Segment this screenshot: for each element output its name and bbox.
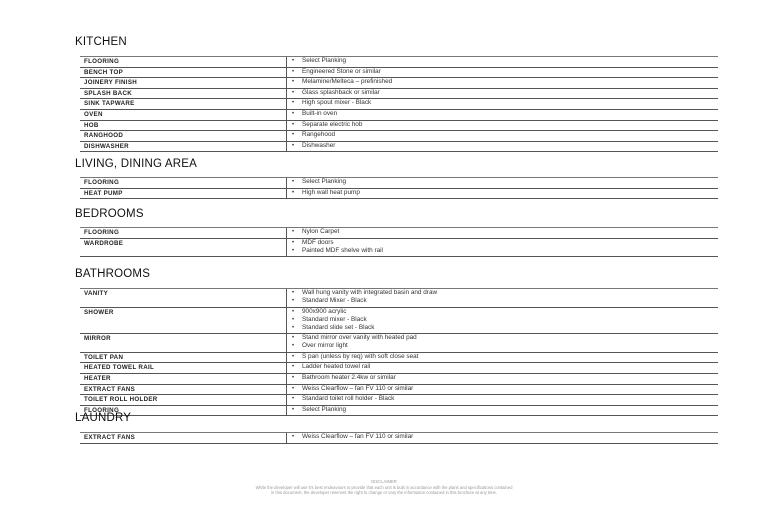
spec-value: • Over mirror light <box>292 342 417 350</box>
spec-values <box>292 110 337 118</box>
spec-label: JOINERY FINISH <box>84 79 138 87</box>
spec-row <box>80 406 718 417</box>
column-divider <box>286 99 287 109</box>
spec-row <box>80 363 718 374</box>
section-title: KITCHEN <box>75 36 127 48</box>
column-divider <box>286 363 287 373</box>
spec-label: FLOORING <box>84 58 120 65</box>
section-title: BATHROOMS <box>75 268 151 280</box>
column-divider <box>286 57 287 67</box>
spec-value: • Wall hung vanity with integrated basin and draw <box>292 289 437 297</box>
spec-values <box>292 78 392 86</box>
column-divider <box>286 353 287 363</box>
spec-row <box>80 142 718 153</box>
spec-label: FLOORING <box>84 229 120 236</box>
spec-value: • High spout mixer - Black <box>292 99 371 107</box>
column-divider <box>286 131 287 141</box>
section-title: LIVING, DINING AREA <box>75 158 198 170</box>
spec-label: TOILET ROLL HOLDER <box>84 396 158 404</box>
spec-row <box>80 385 718 396</box>
spec-row <box>80 110 718 121</box>
spec-label: EXTRACT FANS <box>84 434 136 441</box>
section-title: BEDROOMS <box>75 208 144 220</box>
spec-label: HOB <box>84 121 99 129</box>
spec-values <box>292 68 381 76</box>
spec-table <box>80 227 718 257</box>
spec-value: • Select Planking <box>292 178 346 186</box>
spec-value: • Standard Mixer - Black <box>292 297 437 305</box>
spec-table <box>80 56 718 152</box>
column-divider <box>286 289 287 307</box>
spec-value: • Bathroom heater 2.4kw or similar <box>292 374 396 382</box>
spec-value: • Select Planking <box>292 57 346 65</box>
spec-values <box>292 385 413 393</box>
spec-label: WARDROBE <box>84 239 124 247</box>
spec-label: FLOORING <box>84 406 120 414</box>
spec-label: VANITY <box>84 290 109 297</box>
spec-label: FLOORING <box>84 179 120 186</box>
spec-value: • Weiss Clearflow – fan FV 110 or similar <box>292 385 413 393</box>
spec-values <box>292 131 335 139</box>
spec-values <box>292 334 417 350</box>
spec-label: MIRROR <box>84 335 111 343</box>
spec-values <box>292 57 346 65</box>
disclaimer-line: While the developer will use it's best endeavours to provide that each unit is built in accordance with the plans and specifications contained <box>255 484 513 490</box>
section-title: LAUNDRY <box>75 412 132 424</box>
spec-table <box>80 432 718 444</box>
disclaimer-line: in this document, the developer reserves the right to change or vary the information contained in this brochure at any time. <box>270 490 498 495</box>
column-divider <box>286 110 287 120</box>
spec-label: OVEN <box>84 110 103 118</box>
spec-row <box>80 432 718 444</box>
spec-label: BENCH TOP <box>84 68 124 76</box>
spec-row <box>80 308 718 335</box>
spec-value: • Melamine/Melteca – prefinished <box>292 78 392 86</box>
column-divider <box>286 334 287 352</box>
spec-row <box>80 177 718 189</box>
spec-label: SPLASH BACK <box>84 89 132 97</box>
spec-value: • Nylon Carpet <box>292 228 339 236</box>
spec-values <box>292 178 346 186</box>
column-divider <box>286 308 287 334</box>
spec-values <box>292 239 383 255</box>
spec-values <box>292 121 362 129</box>
spec-values <box>292 406 346 414</box>
spec-values <box>292 228 339 236</box>
column-divider <box>286 89 287 99</box>
column-divider <box>286 433 287 443</box>
column-divider <box>286 385 287 395</box>
spec-row <box>80 89 718 100</box>
spec-label: SINK TAPWARE <box>84 100 135 108</box>
spec-value: • Stand mirror over vanity with heated pad <box>292 334 417 342</box>
spec-values <box>292 374 396 382</box>
disclaimer <box>0 479 768 496</box>
spec-label: HEATED TOWEL RAIL <box>84 364 155 372</box>
spec-row <box>80 189 718 200</box>
spec-row <box>80 78 718 89</box>
column-divider <box>286 395 287 405</box>
spec-value: • Standard toilet roll holder - Black <box>292 395 394 403</box>
spec-row <box>80 353 718 364</box>
spec-label: EXTRACT FANS <box>84 385 136 393</box>
spec-value: • S pan (unless by req) with soft close seat <box>292 353 419 361</box>
spec-row <box>80 99 718 110</box>
disclaimer-heading: DISCLAIMER <box>371 479 397 484</box>
column-divider <box>286 121 287 131</box>
spec-value: • Separate electric hob <box>292 121 362 129</box>
spec-row <box>80 288 718 308</box>
column-divider <box>286 406 287 416</box>
spec-table <box>80 288 718 416</box>
spec-row <box>80 68 718 79</box>
spec-value: • Dishwasher <box>292 142 335 150</box>
column-divider <box>286 78 287 88</box>
spec-row <box>80 227 718 239</box>
spec-values <box>292 289 437 305</box>
spec-row <box>80 56 718 68</box>
spec-value: • Select Planking <box>292 406 346 414</box>
spec-label: HEAT PUMP <box>84 189 123 197</box>
column-divider <box>286 228 287 238</box>
column-divider <box>286 189 287 199</box>
spec-value: • Ladder heated towel rail <box>292 363 370 371</box>
spec-values <box>292 142 335 150</box>
spec-value: • Standard mixer - Black <box>292 316 374 324</box>
spec-row <box>80 131 718 142</box>
spec-values <box>292 308 374 332</box>
spec-values <box>292 189 360 197</box>
column-divider <box>286 142 287 152</box>
spec-value: • 900x900 acrylic <box>292 308 374 316</box>
spec-row <box>80 121 718 132</box>
spec-value: • Engineered Stone or similar <box>292 68 381 76</box>
column-divider <box>286 68 287 78</box>
spec-row <box>80 395 718 406</box>
spec-values <box>292 353 419 361</box>
spec-value: • Painted MDF shelve with rail <box>292 247 383 255</box>
spec-label: TOILET PAN <box>84 353 124 361</box>
spec-value: • Glass splashback or similar <box>292 89 380 97</box>
spec-value: • High wall heat pump <box>292 189 360 197</box>
spec-values <box>292 433 413 441</box>
spec-value: • Standard slide set - Black <box>292 324 374 332</box>
spec-table <box>80 177 718 199</box>
spec-row <box>80 374 718 385</box>
spec-label: SHOWER <box>84 308 114 316</box>
column-divider <box>286 374 287 384</box>
spec-values <box>292 89 380 97</box>
spec-label: RANGHOOD <box>84 132 124 140</box>
spec-values <box>292 395 394 403</box>
spec-row <box>80 239 718 258</box>
spec-label: DISHWASHER <box>84 142 129 150</box>
spec-value: • Weiss Clearflow – fan FV 110 or similar <box>292 433 413 441</box>
column-divider <box>286 178 287 188</box>
spec-label: HEATER <box>84 374 111 382</box>
spec-value: • Built-in oven <box>292 110 337 118</box>
spec-value: • MDF doors <box>292 239 383 247</box>
spec-values <box>292 99 371 107</box>
spec-values <box>292 363 370 371</box>
spec-row <box>80 334 718 353</box>
column-divider <box>286 239 287 257</box>
spec-value: • Rangehood <box>292 131 335 139</box>
